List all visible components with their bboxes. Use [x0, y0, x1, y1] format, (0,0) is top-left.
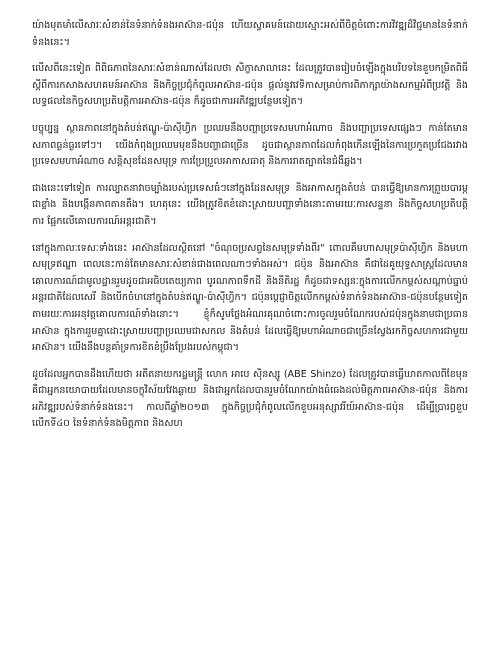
document-page: [32, 18, 468, 433]
paragraph-4: ជាងនេះទៅទៀត ការល្បាតនាវាចម្បាំងរបស់ប្រទេសធំៗនៅក្នុងដែនសមុទ្រ និងអាកាសក្នុងតំបន់ បានធ្វើឱ្យមានការព្រួយបារម្ភជាខ្លាំង និងបង្កើនភាពតានតឹង។ ហេតុនេះ យើងត្រូវខិតខំដោះស្រាយបញ្ហាទាំងនោះតាមរយៈការសន្ទនា និងកិច្ចសហប្រតិបត្តិការ ផ្អែកលើគោលការណ៍អន្តរជាតិ។: [32, 182, 468, 227]
paragraph-1: យ៉ាងមុតមាំលើសារៈសំខាន់នៃទំនាក់ទំនងអាស៊ាន-ជប៉ុន ហើយស្វាគមន៍ដោយស្មោះអស់ពីចិត្តចំពោះការវិវឌ្ឍដ៏វិជ្ជមាននៃទំនាក់ទំនងនេះ។: [32, 20, 468, 48]
paragraph-5: នៅក្នុងកាលៈទេសៈទាំងនេះ អាស៊ានដែលស្ថិតនៅ "ចំណុចប្រសព្វនៃសមុទ្រទាំងពីរ" ពោលគឺមហាសមុទ្រប៉ាស៊ីហ្វិក និងមហាសមុទ្រឥណ្ឌា ពេលនេះកាន់តែមានសារៈសំខាន់ជាងពេលណាៗទាំងអស់។ ជប៉ុន និងអាស៊ាន គឺជាដៃគូយុទ្ធសាស្ត្រដែលមានគោលការណ៍ជាមូលដ្ឋានរួមដូចជាអធិបតេយ្យភាព បូរណភាពទឹកដី និងនីតិរដ្ឋ ក៏ដូចជាទស្សនៈក្នុងការលើកកម្ពស់សណ្តាប់ធ្នាប់អន្តរជាតិដែលសេរី និងបើកចំហនៅក្នុងតំបន់ឥណ្ឌូ-ប៉ាស៊ីហ្វិក។ ជប៉ុនប្តេជ្ញាចិត្តលើកកម្ពស់ទំនាក់ទំនងអាស៊ាន-ជប៉ុនបន្ថែមទៀត តាមរយៈការអនុវត្តគោលការណ៍ទាំងនោះ។ ខ្ញុំក៏សូមថ្លែងអំណរគុណចំពោះការចូលរួមចំណែករបស់ជប៉ុនក្នុងនាមជាប្រធានអាស៊ាន ក្នុងការរួមគ្នាដោះស្រាយបញ្ហាប្រឈមជាសកល និងតំបន់ ដែលធ្វើឱ្យមហាអំណាចជាច្រើនស្វែងរកកិច្ចសហការជាមួយអាស៊ាន។ យើងនឹងបន្តគាំទ្រការខិតខំប្រឹងប្រែងរបស់កម្ពុជា។: [32, 242, 468, 354]
paragraph-3: បច្ចុប្បន្ន ស្ថានភាពនៅក្នុងតំបន់ឥណ្ឌូ-ប៉ាស៊ីហ្វិក ប្រឈមនឹងបញ្ហាប្រទេសមហាអំណាច និងបញ្ហាប្រទេសផ្សេងៗ កាន់តែមានសភាពធ្ងន់ធ្ងរទៅៗ។ យើងកំពុងប្រឈមមុខនឹងបញ្ហាជាច្រើន ដូចជាស្ថានភាពដែលកំពុងកើនឡើងនៃការប្រកួតប្រជែងរវាងប្រទេសមហាអំណាច សន្តិសុខដែនសមុទ្រ ការប្រែប្រួលអាកាសធាតុ និងការរាតត្បាតនៃជំងឺឆ្លង។: [32, 122, 468, 168]
paragraph-6: ដូចដែលអ្នកបានដឹងហើយថា អតីតនាយករដ្ឋមន្ត្រី លោក អាបេ ស៊ិនស្សូ (ABE Shinzo) ដែលត្រូវបានធ្វើឃាតកាលពីខែមុន គឺជាអ្នកនយោបាយដែលមានចក្ខុវិស័យវែងឆ្ងាយ និងជាអ្នកដែលបានរួមចំណែកយ៉ាងធំធេងដល់មិត្តភាពអាស៊ាន-ជប៉ុន និងការអភិវឌ្ឍរបស់ទំនាក់ទំនងនេះ។ កាលពីឆ្នាំ២០១៣ ក្នុងកិច្ចប្រជុំកំពូលលើកខួបអនុស្សាវរីយ៍អាស៊ាន-ជប៉ុន ដើម្បីប្រារព្ធខួបលើកទី៤០ នៃទំនាក់ទំនងមិត្តភាព និងសហ: [32, 368, 468, 430]
paragraph-2: លើសពីនេះទៀត ពិពិធភាពនៃសារៈសំខាន់ណាស់ដែលថា សិក្ខាសាលានេះ ដែលត្រូវបានរៀបចំឡើងក្នុងបរិបទនៃខួបកម្រិតពិធីស្តីពីការកសាងសហគមន៍អាស៊ាន និងកិច្ចប្រជុំកំពូលអាស៊ាន-ជប៉ុន ផ្តល់នូវវេទិកាសម្រាប់ការពិភាក្សាយ៉ាងសកម្មអំពីប្រវត្តិ និងលទ្ធផលនៃកិច្ចសហប្រតិបត្តិការអាស៊ាន-ជប៉ុន ក៏ដូចជាការអភិវឌ្ឍបន្ថែមទៀត។: [32, 63, 468, 108]
